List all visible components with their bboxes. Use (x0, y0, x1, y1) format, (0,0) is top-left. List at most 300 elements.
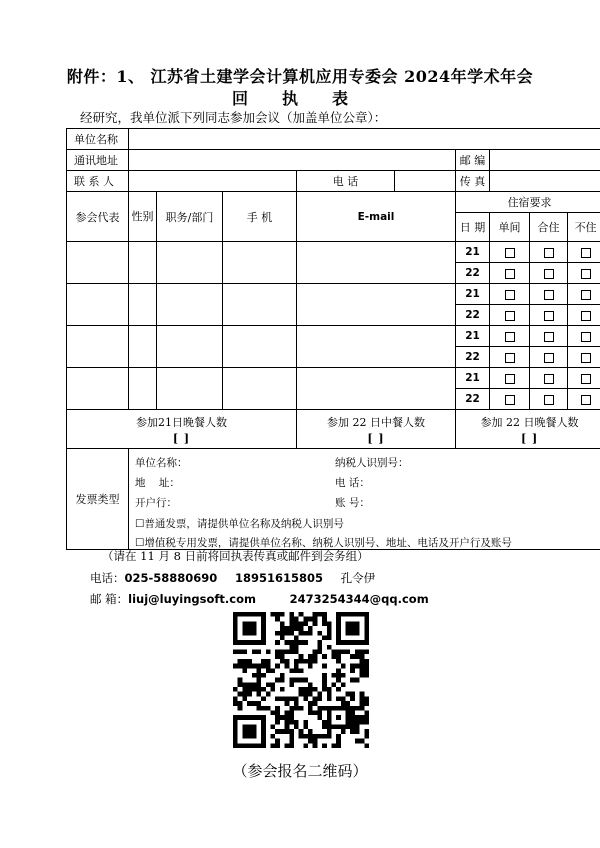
dinner21-label: 参加21日晚餐人数 (136, 416, 227, 429)
invoice-tax-id[interactable]: 纳税人识别号： (335, 457, 409, 469)
qr-module (336, 678, 341, 683)
qr-module (341, 701, 346, 706)
qr-module (233, 621, 238, 626)
qr-module (346, 725, 351, 730)
qr-module (238, 650, 243, 655)
qr-module (313, 650, 318, 655)
qr-module (355, 631, 360, 636)
qr-module (256, 612, 261, 617)
qr-module (280, 673, 285, 678)
representative-cell[interactable] (67, 284, 129, 326)
qr-module (285, 626, 290, 631)
single-checkbox[interactable] (490, 305, 530, 326)
mobile-cell[interactable] (223, 368, 297, 410)
qr-module (336, 687, 341, 692)
qr-module (271, 734, 276, 739)
qr-module (299, 729, 304, 734)
qr-module (308, 739, 313, 744)
qr-module (252, 734, 257, 739)
qr-module (360, 612, 365, 617)
qr-module (313, 621, 318, 626)
qr-module (271, 668, 276, 673)
qr-module (289, 631, 294, 636)
shared-checkbox[interactable] (530, 284, 568, 305)
document-subtitle (232, 86, 382, 109)
qr-module (242, 631, 247, 636)
qr-module (303, 678, 308, 683)
qr-module (336, 715, 341, 720)
qr-module (261, 664, 266, 669)
qr-module (280, 650, 285, 655)
qr-module (261, 720, 266, 725)
invoice-unit-name[interactable]: 单位名称： (135, 457, 188, 469)
no-stay-checkbox[interactable] (568, 284, 600, 305)
no-stay-header: 不住 (568, 213, 600, 242)
qr-module (233, 664, 238, 669)
qr-module (341, 729, 346, 734)
qr-module (252, 743, 257, 748)
gender-cell[interactable] (129, 284, 157, 326)
shared-checkbox[interactable] (530, 305, 568, 326)
qr-module (317, 612, 322, 617)
qr-module (308, 654, 313, 659)
qr-module (294, 720, 299, 725)
qr-module (294, 725, 299, 730)
qr-module (303, 617, 308, 622)
qr-module (285, 664, 290, 669)
qr-module (364, 640, 369, 645)
qr-module (360, 706, 365, 711)
qr-module (336, 668, 341, 673)
qr-module (247, 687, 252, 692)
qr-module (313, 739, 318, 744)
qr-module (346, 612, 351, 617)
no-stay-checkbox[interactable] (568, 305, 600, 326)
qr-module (247, 682, 252, 687)
qr-module (242, 659, 247, 664)
mobile-cell[interactable] (223, 284, 297, 326)
qr-module (360, 696, 365, 701)
phone-label: 电 话 (297, 171, 395, 192)
qr-module (313, 654, 318, 659)
qr-module (271, 612, 276, 617)
qr-module (285, 659, 290, 664)
qr-module (256, 664, 261, 669)
qr-module (256, 668, 261, 673)
qr-module (275, 664, 280, 669)
invoice-address[interactable]: 地 址： (135, 477, 180, 489)
qr-module (289, 621, 294, 626)
qr-module (261, 687, 266, 692)
qr-module (289, 617, 294, 622)
qr-module (327, 626, 332, 631)
qr-module (242, 743, 247, 748)
qr-module (350, 668, 355, 673)
qr-module (299, 687, 304, 692)
qr-module (299, 668, 304, 673)
qr-module (360, 692, 365, 697)
representative-cell[interactable] (67, 242, 129, 284)
qr-module (336, 617, 341, 622)
email-label: 邮 箱： (90, 592, 129, 606)
qr-module (247, 621, 252, 626)
footer-phone-line (90, 570, 375, 586)
qr-module (364, 720, 369, 725)
email-header: E-mail (297, 192, 456, 242)
no-stay-checkbox[interactable] (568, 347, 600, 368)
qr-module (233, 612, 238, 617)
qr-module (256, 682, 261, 687)
qr-module (341, 706, 346, 711)
qr-module (303, 743, 308, 748)
department-cell[interactable] (157, 242, 223, 284)
qr-module (341, 682, 346, 687)
qr-module (256, 640, 261, 645)
shared-checkbox[interactable] (530, 263, 568, 284)
qr-module (350, 729, 355, 734)
qr-module (299, 692, 304, 697)
qr-module (350, 706, 355, 711)
qr-module (327, 692, 332, 697)
qr-module (252, 621, 257, 626)
qr-module (364, 673, 369, 678)
qr-module (303, 734, 308, 739)
qr-module (355, 621, 360, 626)
qr-module (303, 659, 308, 664)
qr-module (355, 715, 360, 720)
email-cell[interactable] (297, 368, 456, 410)
email-address-1[interactable]: liuj@luyingsoft.com (128, 592, 256, 606)
qr-module (266, 706, 271, 711)
qr-module (308, 734, 313, 739)
shared-checkbox[interactable] (530, 368, 568, 389)
qr-module (364, 743, 369, 748)
qr-module (355, 654, 360, 659)
invoice-phone[interactable]: 电 话： (335, 477, 370, 489)
qr-module (350, 710, 355, 715)
qr-module (242, 621, 247, 626)
qr-module (327, 645, 332, 650)
qr-module (313, 659, 318, 664)
qr-module (327, 715, 332, 720)
shared-checkbox[interactable] (530, 242, 568, 263)
no-stay-checkbox[interactable] (568, 263, 600, 284)
qr-module (247, 664, 252, 669)
document-title: 附件：1、 江苏省土建学会计算机应用专委会 2024年学术年会 (66, 67, 534, 86)
qr-module (346, 715, 351, 720)
intro-text: 经研究，我单位派下列同志参加会议（加盖单位公章）： (80, 110, 387, 125)
qr-module (285, 715, 290, 720)
qr-module (308, 729, 313, 734)
qr-module (275, 720, 280, 725)
qr-module (299, 654, 304, 659)
dinner21-cell (67, 410, 297, 449)
qr-module (266, 650, 271, 655)
phone-field[interactable] (395, 171, 456, 192)
qr-module (275, 743, 280, 748)
qr-module (341, 696, 346, 701)
qr-module (327, 706, 332, 711)
qr-module (336, 640, 341, 645)
qr-module (317, 734, 322, 739)
qr-module (322, 612, 327, 617)
qr-module (285, 631, 290, 636)
qr-module (271, 710, 276, 715)
qr-module (280, 621, 285, 626)
qr-module (331, 682, 336, 687)
email-address-2[interactable]: 2473254344@qq.com (289, 592, 429, 606)
single-checkbox[interactable] (490, 242, 530, 263)
qr-module (261, 635, 266, 640)
single-checkbox[interactable] (490, 263, 530, 284)
email-cell[interactable] (297, 326, 456, 368)
qr-module (303, 640, 308, 645)
qr-module (350, 678, 355, 683)
qr-module (266, 692, 271, 697)
qr-module (346, 631, 351, 636)
qr-module (233, 626, 238, 631)
qr-module (285, 720, 290, 725)
shared-checkbox[interactable] (530, 326, 568, 347)
qr-module (275, 706, 280, 711)
qr-module (233, 725, 238, 730)
qr-module (317, 640, 322, 645)
qr-module (238, 640, 243, 645)
qr-module (327, 631, 332, 636)
qr-module (317, 710, 322, 715)
mobile-cell[interactable] (223, 242, 297, 284)
qr-module (346, 710, 351, 715)
qr-module (280, 729, 285, 734)
registration-form-table (66, 128, 600, 550)
qr-module (313, 687, 318, 692)
qr-module (233, 631, 238, 636)
qr-module (280, 678, 285, 683)
qr-module (360, 659, 365, 664)
invoice-account[interactable]: 账 号： (335, 497, 370, 509)
contact-field[interactable] (129, 171, 297, 192)
dinner22-cell (456, 410, 600, 449)
no-stay-checkbox[interactable] (568, 368, 600, 389)
qr-module (238, 692, 243, 697)
qr-module (242, 650, 247, 655)
qr-module (271, 743, 276, 748)
qr-module (266, 668, 271, 673)
qr-module (261, 696, 266, 701)
lodging-header: 住宿要求 (456, 192, 600, 213)
qr-module (294, 640, 299, 645)
department-cell[interactable] (157, 326, 223, 368)
single-checkbox[interactable] (490, 347, 530, 368)
qr-module (303, 692, 308, 697)
lunch22-count-field[interactable]: [ ] (367, 432, 385, 445)
qr-module (327, 696, 332, 701)
qr-module (350, 692, 355, 697)
qr-module (233, 701, 238, 706)
qr-module (341, 650, 346, 655)
qr-module (317, 645, 322, 650)
qr-module (247, 692, 252, 697)
email-cell[interactable] (297, 284, 456, 326)
qr-module (313, 743, 318, 748)
postcode-label: 邮 编 (456, 150, 490, 171)
qr-module (355, 640, 360, 645)
no-stay-checkbox[interactable] (568, 242, 600, 263)
qr-module (299, 612, 304, 617)
qr-module (247, 701, 252, 706)
qr-module (271, 682, 276, 687)
invoice-option-normal[interactable]: ☐普通发票，请提供单位名称及纳税人识别号 (135, 518, 344, 530)
qr-module (341, 664, 346, 669)
qr-module (247, 743, 252, 748)
representative-cell[interactable] (67, 326, 129, 368)
qr-module (322, 687, 327, 692)
qr-module (308, 710, 313, 715)
no-stay-checkbox[interactable] (568, 326, 600, 347)
qr-module (261, 706, 266, 711)
registration-qr-code[interactable] (233, 612, 369, 748)
qr-module (317, 696, 322, 701)
dinner21-count-field[interactable]: [ ] (172, 432, 191, 445)
qr-module (275, 729, 280, 734)
qr-module (233, 720, 238, 725)
no-stay-checkbox[interactable] (568, 389, 600, 410)
qr-module (275, 739, 280, 744)
qr-module (275, 631, 280, 636)
qr-module (355, 664, 360, 669)
single-checkbox[interactable] (490, 389, 530, 410)
qr-module (308, 706, 313, 711)
qr-module (336, 635, 341, 640)
qr-module (364, 696, 369, 701)
qr-module (247, 626, 252, 631)
address-field[interactable] (129, 150, 456, 171)
qr-module (313, 701, 318, 706)
qr-module (360, 673, 365, 678)
qr-module (341, 673, 346, 678)
qr-module (256, 692, 261, 697)
qr-module (346, 706, 351, 711)
shared-checkbox[interactable] (530, 389, 568, 410)
qr-module (364, 701, 369, 706)
shared-header: 合住 (530, 213, 568, 242)
invoice-details (129, 449, 600, 550)
invoice-option-vat[interactable]: ☐增值税专用发票，请提供单位名称、纳税人识别号、地址、电话及开户行及账号 (135, 537, 512, 549)
qr-module (247, 734, 252, 739)
qr-module (360, 715, 365, 720)
fax-field[interactable] (490, 171, 600, 192)
qr-module (299, 706, 304, 711)
gender-cell[interactable] (129, 368, 157, 410)
department-header: 职务/部门 (157, 192, 223, 242)
qr-module (233, 650, 238, 655)
qr-module (280, 635, 285, 640)
qr-module (331, 706, 336, 711)
mobile-header: 手 机 (223, 192, 297, 242)
qr-module (294, 621, 299, 626)
dinner22-count-field[interactable]: [ ] (520, 432, 539, 445)
qr-module (331, 673, 336, 678)
gender-cell[interactable] (129, 326, 157, 368)
qr-module (299, 631, 304, 636)
qr-module (317, 715, 322, 720)
email-cell[interactable] (297, 242, 456, 284)
qr-module (238, 612, 243, 617)
qr-module (327, 725, 332, 730)
qr-module (303, 725, 308, 730)
qr-module (256, 650, 261, 655)
gender-cell[interactable] (129, 242, 157, 284)
qr-module (289, 720, 294, 725)
qr-module (317, 650, 322, 655)
date-cell: 21 (456, 326, 490, 347)
qr-module (289, 729, 294, 734)
qr-module (285, 696, 290, 701)
invoice-bank[interactable]: 开户行： (135, 497, 177, 509)
qr-module (350, 654, 355, 659)
qr-module (350, 715, 355, 720)
qr-module (233, 617, 238, 622)
postcode-field[interactable] (490, 150, 600, 171)
qr-module (360, 650, 365, 655)
qr-module (280, 654, 285, 659)
date-header: 日 期 (456, 213, 490, 242)
mobile-cell[interactable] (223, 326, 297, 368)
footer-email-line (90, 591, 429, 607)
qr-module (275, 715, 280, 720)
department-cell[interactable] (157, 284, 223, 326)
qr-module (327, 621, 332, 626)
shared-checkbox[interactable] (530, 347, 568, 368)
qr-module (289, 682, 294, 687)
single-checkbox[interactable] (490, 284, 530, 305)
qr-module (336, 734, 341, 739)
invoice-type-label: 发票类型 (67, 449, 129, 550)
qr-module (285, 743, 290, 748)
department-cell[interactable] (157, 368, 223, 410)
qr-module (364, 621, 369, 626)
unit-name-field[interactable] (129, 129, 600, 150)
qr-module (299, 621, 304, 626)
qr-module (294, 706, 299, 711)
qr-module (238, 659, 243, 664)
qr-module (346, 720, 351, 725)
single-checkbox[interactable] (490, 326, 530, 347)
qr-module (327, 734, 332, 739)
qr-module (289, 626, 294, 631)
qr-module (261, 739, 266, 744)
unit-name-label: 单位名称 (67, 129, 129, 150)
date-cell: 21 (456, 284, 490, 305)
qr-caption: （参会报名二维码） (232, 762, 368, 780)
qr-module (327, 710, 332, 715)
qr-module (261, 626, 266, 631)
qr-module (317, 706, 322, 711)
single-checkbox[interactable] (490, 368, 530, 389)
qr-module (308, 659, 313, 664)
qr-module (247, 631, 252, 636)
qr-module (355, 612, 360, 617)
qr-module (364, 650, 369, 655)
qr-module (303, 696, 308, 701)
qr-module (294, 635, 299, 640)
qr-module (280, 687, 285, 692)
qr-module (252, 640, 257, 645)
qr-module (238, 743, 243, 748)
qr-module (280, 612, 285, 617)
qr-module (233, 739, 238, 744)
representative-cell[interactable] (67, 368, 129, 410)
